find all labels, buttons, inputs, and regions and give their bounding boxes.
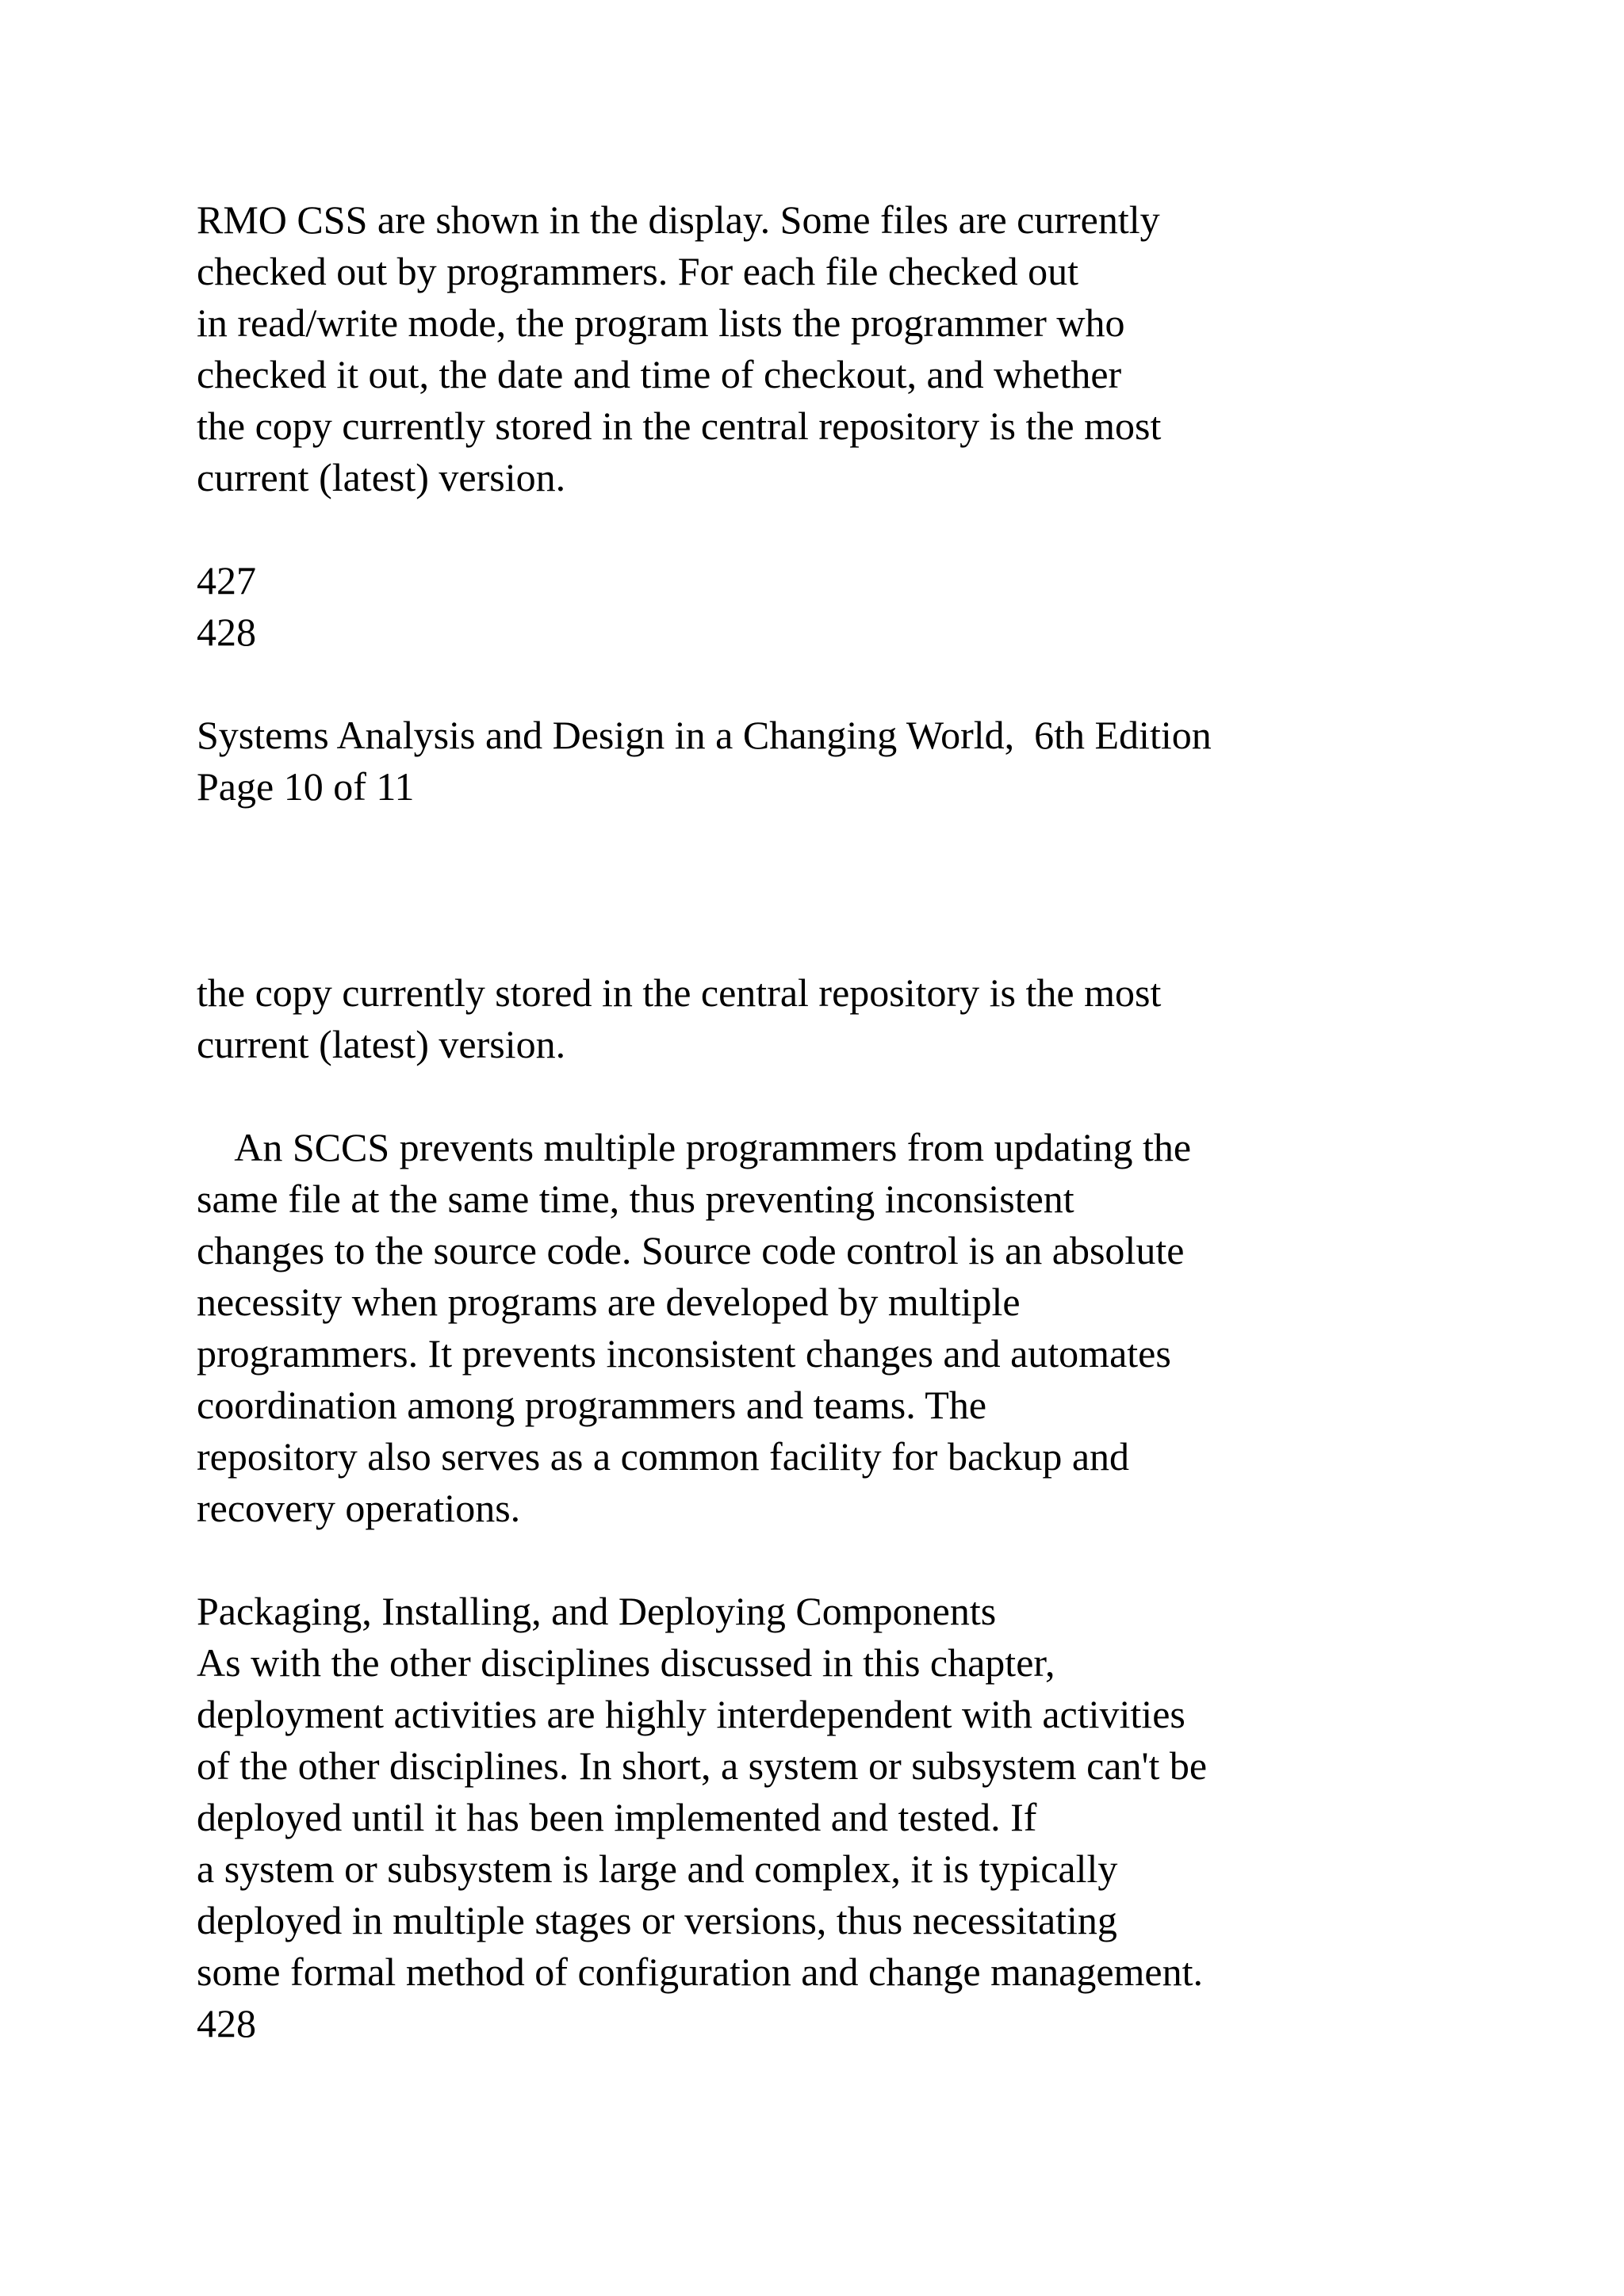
blank-line xyxy=(197,813,1505,864)
text-line: 428 xyxy=(197,2001,256,2045)
text-line: of the other disciplines. In short, a system or subsystem can't be xyxy=(197,1743,1208,1788)
text-line: deployment activities are highly interdependent with activities xyxy=(197,1692,1185,1736)
text-line: 428 xyxy=(197,610,256,654)
text-line: recovery operations. xyxy=(197,1486,521,1530)
text-line: 427 xyxy=(197,558,256,603)
text-line: some formal method of configuration and change management. xyxy=(197,1950,1204,1994)
blank-line xyxy=(197,1534,1505,1586)
text-line: coordination among programmers and teams. The xyxy=(197,1383,987,1427)
document-text-content xyxy=(197,194,1505,2049)
text-line: deployed in multiple stages or versions, thus necessitating xyxy=(197,1898,1117,1942)
blank-line xyxy=(197,916,1505,967)
text-line: a system or subsystem is large and complex, it is typically xyxy=(197,1846,1118,1891)
text-line: current (latest) version. xyxy=(197,1022,566,1066)
text-line: in read/write mode, the program lists the programmer who xyxy=(197,300,1125,345)
text-line: Packaging, Installing, and Deploying Components xyxy=(197,1589,997,1633)
text-line: necessity when programs are developed by multiple xyxy=(197,1280,1021,1324)
text-line: the copy currently stored in the central repository is the most xyxy=(197,404,1162,448)
text-line: As with the other disciplines discussed in this chapter, xyxy=(197,1640,1055,1685)
blank-line xyxy=(197,658,1505,710)
blank-line xyxy=(197,1070,1505,1122)
text-line: checked out by programmers. For each file checked out xyxy=(197,249,1079,293)
text-line: Page 10 of 11 xyxy=(197,764,415,809)
text-line: checked it out, the date and time of checkout, and whether xyxy=(197,352,1122,396)
text-line: programmers. It prevents inconsistent changes and automates xyxy=(197,1331,1171,1376)
text-line: same file at the same time, thus preventing inconsistent xyxy=(197,1177,1074,1221)
text-line: the copy currently stored in the central repository is the most xyxy=(197,970,1162,1015)
text-line: RMO CSS are shown in the display. Some files are currently xyxy=(197,197,1160,242)
text-line: Systems Analysis and Design in a Changing World, 6th Edition xyxy=(197,713,1212,757)
text-line: changes to the source code. Source code control is an absolute xyxy=(197,1228,1185,1272)
text-line: repository also serves as a common facility for backup and xyxy=(197,1434,1130,1479)
text-line: An SCCS prevents multiple programmers from updating the xyxy=(197,1125,1192,1169)
blank-line xyxy=(197,864,1505,916)
text-line: current (latest) version. xyxy=(197,455,566,499)
text-line: deployed until it has been implemented and tested. If xyxy=(197,1795,1037,1839)
blank-line xyxy=(197,503,1505,555)
